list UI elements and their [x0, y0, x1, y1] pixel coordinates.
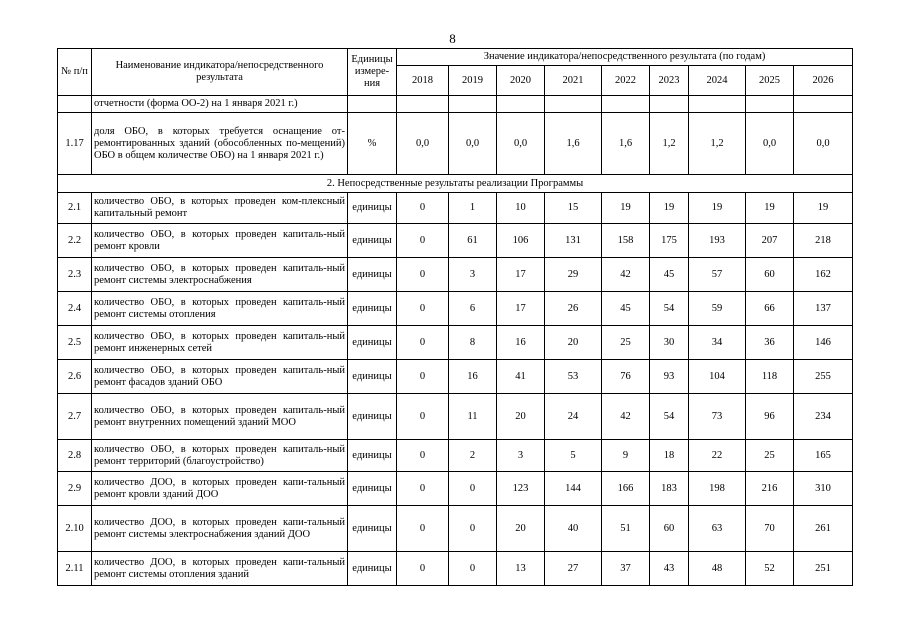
header-year: 2019: [449, 66, 497, 96]
value-cell: [397, 96, 449, 113]
value-cell: [746, 96, 794, 113]
table-row: [58, 258, 853, 292]
value-cell: 8: [449, 326, 497, 360]
value-cell: 52: [746, 552, 794, 586]
value-cell: 255: [794, 360, 853, 394]
row-number: 1.17: [58, 113, 92, 175]
value-cell: 146: [794, 326, 853, 360]
indicator-name: количество ОБО, в которых проведен капиталь-ный ремонт внутренних помещений зданий МОО: [92, 394, 348, 440]
value-cell: 20: [497, 394, 545, 440]
indicator-name: количество ОБО, в которых проведен капиталь-ный ремонт кровли: [92, 224, 348, 258]
value-cell: 70: [746, 506, 794, 552]
unit-cell: единицы: [348, 506, 397, 552]
value-cell: 0: [397, 552, 449, 586]
value-cell: [689, 96, 746, 113]
value-cell: 34: [689, 326, 746, 360]
indicator-name: количество ОБО, в которых проведен капиталь-ный ремонт фасадов зданий ОБО: [92, 360, 348, 394]
header-year: 2018: [397, 66, 449, 96]
value-cell: 18: [650, 440, 689, 472]
value-cell: 96: [746, 394, 794, 440]
header-year: 2025: [746, 66, 794, 96]
table-header: [58, 49, 853, 96]
value-cell: 24: [545, 394, 602, 440]
value-cell: 10: [497, 193, 545, 224]
value-cell: 76: [602, 360, 650, 394]
value-cell: 104: [689, 360, 746, 394]
value-cell: 261: [794, 506, 853, 552]
value-cell: 9: [602, 440, 650, 472]
value-cell: 2: [449, 440, 497, 472]
value-cell: 3: [497, 440, 545, 472]
value-cell: 207: [746, 224, 794, 258]
table-row: [58, 472, 853, 506]
value-cell: 0: [397, 258, 449, 292]
value-cell: 19: [602, 193, 650, 224]
value-cell: 310: [794, 472, 853, 506]
value-cell: 16: [497, 326, 545, 360]
value-cell: 30: [650, 326, 689, 360]
table-row: [58, 292, 853, 326]
value-cell: [794, 96, 853, 113]
value-cell: 19: [689, 193, 746, 224]
header-unit: Единицы измере-ния: [348, 49, 397, 96]
value-cell: 43: [650, 552, 689, 586]
table-row: [58, 394, 853, 440]
header-year: 2024: [689, 66, 746, 96]
header-year: 2021: [545, 66, 602, 96]
value-cell: 0,0: [397, 113, 449, 175]
value-cell: 0,0: [794, 113, 853, 175]
value-cell: 63: [689, 506, 746, 552]
page-number: 8: [449, 31, 456, 46]
value-cell: 158: [602, 224, 650, 258]
value-cell: 193: [689, 224, 746, 258]
value-cell: [602, 96, 650, 113]
unit-cell: единицы: [348, 472, 397, 506]
value-cell: 0,0: [497, 113, 545, 175]
value-cell: 0,0: [746, 113, 794, 175]
value-cell: 54: [650, 292, 689, 326]
indicator-name: количество ОБО, в которых проведен капиталь-ный ремонт инженерных сетей: [92, 326, 348, 360]
value-cell: 0: [397, 506, 449, 552]
value-cell: [650, 96, 689, 113]
indicator-name: количество ДОО, в которых проведен капи-тальный ремонт системы электроснабжения зданий ДОО: [92, 506, 348, 552]
value-cell: 0: [397, 440, 449, 472]
continuation-row: [58, 96, 853, 113]
value-cell: 183: [650, 472, 689, 506]
value-cell: 1,6: [545, 113, 602, 175]
header-name: Наименование индикатора/непосредственного результата: [92, 49, 348, 96]
value-cell: 175: [650, 224, 689, 258]
value-cell: 251: [794, 552, 853, 586]
value-cell: 37: [602, 552, 650, 586]
value-cell: 162: [794, 258, 853, 292]
unit-cell: единицы: [348, 394, 397, 440]
table-row: [58, 506, 853, 552]
table-row: [58, 440, 853, 472]
value-cell: 40: [545, 506, 602, 552]
value-cell: 123: [497, 472, 545, 506]
value-cell: 0: [397, 193, 449, 224]
value-cell: 11: [449, 394, 497, 440]
unit-cell: [348, 96, 397, 113]
value-cell: 42: [602, 258, 650, 292]
value-cell: 17: [497, 258, 545, 292]
value-cell: 1,2: [689, 113, 746, 175]
value-cell: 54: [650, 394, 689, 440]
header-year: 2023: [650, 66, 689, 96]
value-cell: 234: [794, 394, 853, 440]
value-cell: 59: [689, 292, 746, 326]
value-cell: 0: [397, 224, 449, 258]
value-cell: 20: [497, 506, 545, 552]
value-cell: 5: [545, 440, 602, 472]
value-cell: 1,6: [602, 113, 650, 175]
header-num: № п/п: [58, 49, 92, 96]
unit-cell: единицы: [348, 258, 397, 292]
header-year: 2022: [602, 66, 650, 96]
value-cell: 6: [449, 292, 497, 326]
value-cell: 131: [545, 224, 602, 258]
indicators-table: [57, 48, 853, 586]
unit-cell: единицы: [348, 360, 397, 394]
value-cell: 0: [397, 472, 449, 506]
row-number: 2.6: [58, 360, 92, 394]
value-cell: 0: [449, 552, 497, 586]
header-year: 2020: [497, 66, 545, 96]
value-cell: 48: [689, 552, 746, 586]
value-cell: 3: [449, 258, 497, 292]
row-number: 2.5: [58, 326, 92, 360]
indicator-name: количество ОБО, в которых проведен ком-плексный капитальный ремонт: [92, 193, 348, 224]
row-number: 2.8: [58, 440, 92, 472]
row-number: 2.9: [58, 472, 92, 506]
table-row: [58, 360, 853, 394]
unit-cell: единицы: [348, 193, 397, 224]
value-cell: 0: [449, 472, 497, 506]
row-number: [58, 96, 92, 113]
value-cell: 118: [746, 360, 794, 394]
value-cell: 17: [497, 292, 545, 326]
value-cell: 198: [689, 472, 746, 506]
value-cell: 93: [650, 360, 689, 394]
row-number: 2.2: [58, 224, 92, 258]
row-number: 2.3: [58, 258, 92, 292]
value-cell: 25: [746, 440, 794, 472]
value-cell: 165: [794, 440, 853, 472]
row-number: 2.10: [58, 506, 92, 552]
value-cell: 22: [689, 440, 746, 472]
value-cell: 15: [545, 193, 602, 224]
value-cell: 0,0: [449, 113, 497, 175]
value-cell: 66: [746, 292, 794, 326]
header-row-1: [58, 49, 853, 66]
value-cell: 19: [650, 193, 689, 224]
table-row: [58, 113, 853, 175]
value-cell: 57: [689, 258, 746, 292]
value-cell: [545, 96, 602, 113]
header-values-group: Значение индикатора/непосредственного результата (по годам): [397, 49, 853, 66]
indicator-name: количество ОБО, в которых проведен капиталь-ный ремонт системы отопления: [92, 292, 348, 326]
value-cell: 19: [746, 193, 794, 224]
table-row: [58, 552, 853, 586]
value-cell: 216: [746, 472, 794, 506]
value-cell: 51: [602, 506, 650, 552]
value-cell: 1,2: [650, 113, 689, 175]
value-cell: 60: [746, 258, 794, 292]
value-cell: 25: [602, 326, 650, 360]
value-cell: 166: [602, 472, 650, 506]
header-year: 2026: [794, 66, 853, 96]
value-cell: 106: [497, 224, 545, 258]
value-cell: 16: [449, 360, 497, 394]
unit-cell: единицы: [348, 292, 397, 326]
value-cell: [449, 96, 497, 113]
unit-cell: единицы: [348, 552, 397, 586]
value-cell: 73: [689, 394, 746, 440]
unit-cell: единицы: [348, 326, 397, 360]
value-cell: 0: [397, 326, 449, 360]
value-cell: 41: [497, 360, 545, 394]
value-cell: 42: [602, 394, 650, 440]
value-cell: 53: [545, 360, 602, 394]
value-cell: 26: [545, 292, 602, 326]
section-row: [58, 175, 853, 193]
table-row: [58, 326, 853, 360]
table-row: [58, 193, 853, 224]
indicator-name: количество ОБО, в которых проведен капиталь-ный ремонт территорий (благоустройство): [92, 440, 348, 472]
value-cell: 218: [794, 224, 853, 258]
value-cell: 20: [545, 326, 602, 360]
unit-cell: единицы: [348, 440, 397, 472]
value-cell: 36: [746, 326, 794, 360]
section-title: 2. Непосредственные результаты реализации Программы: [58, 175, 853, 193]
table-row: [58, 224, 853, 258]
table-body: [58, 96, 853, 586]
value-cell: 144: [545, 472, 602, 506]
value-cell: 0: [397, 292, 449, 326]
value-cell: 61: [449, 224, 497, 258]
indicator-name: количество ДОО, в которых проведен капи-тальный ремонт системы отопления зданий: [92, 552, 348, 586]
value-cell: 45: [602, 292, 650, 326]
value-cell: 60: [650, 506, 689, 552]
indicator-name: отчетности (форма ОО-2) на 1 января 2021 г.): [92, 96, 348, 113]
row-number: 2.11: [58, 552, 92, 586]
value-cell: 45: [650, 258, 689, 292]
value-cell: 1: [449, 193, 497, 224]
row-number: 2.1: [58, 193, 92, 224]
indicator-name: доля ОБО, в которых требуется оснащение от-ремонтированных зданий (обособленных по-мещений) ОБО в общем количестве ОБО) на 1 января 2021 г.): [92, 113, 348, 175]
row-number: 2.4: [58, 292, 92, 326]
value-cell: [497, 96, 545, 113]
value-cell: 137: [794, 292, 853, 326]
row-number: 2.7: [58, 394, 92, 440]
value-cell: 0: [449, 506, 497, 552]
value-cell: 27: [545, 552, 602, 586]
indicator-name: количество ОБО, в которых проведен капиталь-ный ремонт системы электроснабжения: [92, 258, 348, 292]
value-cell: 0: [397, 360, 449, 394]
indicator-name: количество ДОО, в которых проведен капи-тальный ремонт кровли зданий ДОО: [92, 472, 348, 506]
value-cell: 19: [794, 193, 853, 224]
value-cell: 13: [497, 552, 545, 586]
value-cell: 0: [397, 394, 449, 440]
unit-cell: единицы: [348, 224, 397, 258]
value-cell: 29: [545, 258, 602, 292]
unit-cell: %: [348, 113, 397, 175]
